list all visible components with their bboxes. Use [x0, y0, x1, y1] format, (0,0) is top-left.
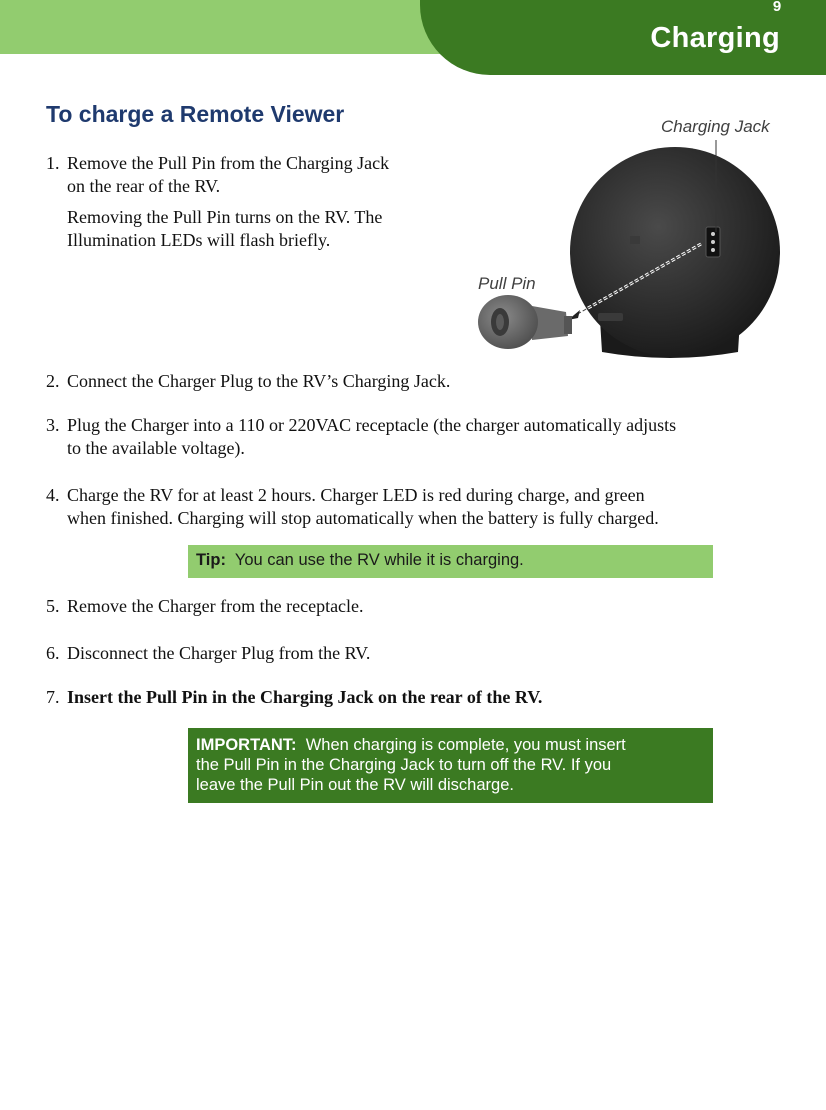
important-line: the Pull Pin in the Charging Jack to turn off the RV. If you	[196, 756, 612, 774]
step-text	[67, 152, 457, 252]
callout-charging-jack: Charging Jack	[661, 117, 770, 136]
rv-sphere	[570, 147, 780, 357]
step-text: Remove the Charger from the receptacle.	[67, 596, 364, 616]
step-text: Connect the Charger Plug to the RV’s Charging Jack.	[67, 371, 451, 391]
step-line: on the rear of the RV.	[67, 176, 221, 196]
step-note-line: Illumination LEDs will flash briefly.	[67, 230, 331, 250]
step-number: 2.	[46, 371, 60, 391]
tip-box	[188, 545, 713, 578]
step-text	[67, 414, 782, 460]
step-text: Insert the Pull Pin in the Charging Jack on the rear of the RV.	[67, 687, 543, 707]
step-note-line: Removing the Pull Pin turns on the RV. The	[67, 207, 383, 227]
step-text	[67, 484, 782, 530]
important-line	[196, 735, 705, 755]
tip-label: Tip:	[196, 551, 226, 569]
step-number: 7.	[46, 687, 60, 707]
important-line: leave the Pull Pin out the RV will discharge.	[196, 776, 514, 794]
section-title: Charging	[650, 22, 780, 54]
step-line: to the available voltage).	[67, 438, 245, 458]
step-number: 5.	[46, 596, 60, 616]
step-line: Plug the Charger into a 110 or 220VAC receptacle (the charger automatically adjusts	[67, 415, 677, 435]
important-box	[188, 728, 713, 803]
pull-pin-icon	[478, 295, 572, 349]
page-heading: To charge a Remote Viewer	[46, 101, 345, 127]
step-number: 6.	[46, 643, 60, 663]
step-number: 3.	[46, 415, 60, 435]
important-label: IMPORTANT:	[196, 736, 297, 754]
callout-pull-pin: Pull Pin	[478, 274, 536, 293]
step-line: Remove the Pull Pin from the Charging Jack	[67, 153, 390, 173]
step-number: 1.	[46, 153, 60, 173]
step-line: when finished. Charging will stop automatically when the battery is fully charged.	[67, 508, 659, 528]
page-number: 9	[772, 0, 782, 15]
remote-viewer-photo	[470, 140, 782, 362]
tip-text: You can use the RV while it is charging.	[234, 551, 524, 569]
step-number: 4.	[46, 485, 60, 505]
step-line: Charge the RV for at least 2 hours. Charger LED is red during charge, and green	[67, 485, 645, 505]
step-text: Disconnect the Charger Plug from the RV.	[67, 643, 371, 663]
important-text: When charging is complete, you must insert	[305, 736, 626, 754]
